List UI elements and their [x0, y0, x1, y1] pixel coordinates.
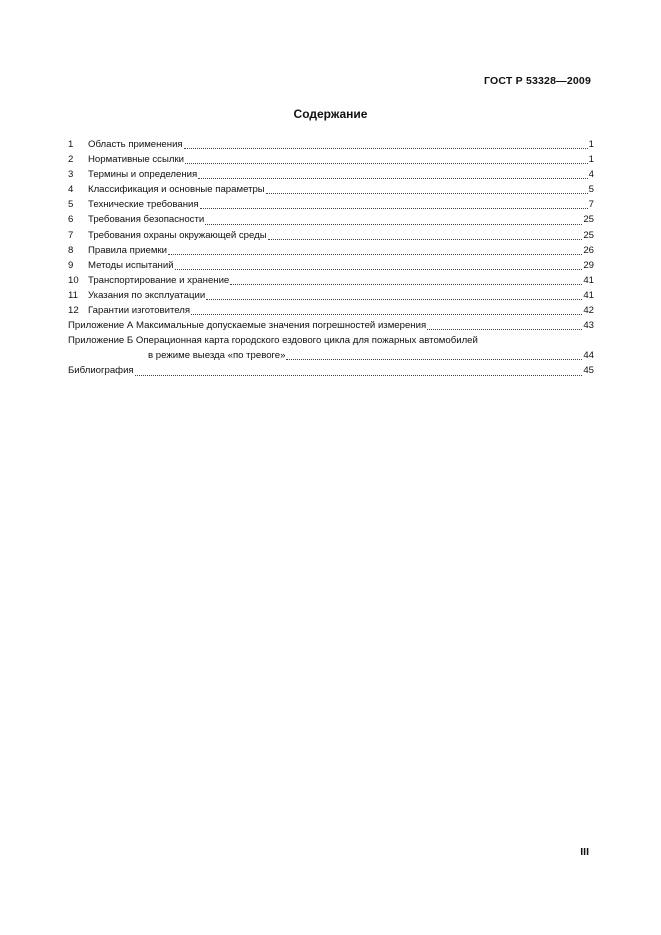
toc-entry-page: 43: [583, 320, 594, 332]
toc-leader-dots: [286, 359, 582, 360]
document-header-code: ГОСТ Р 53328—2009: [483, 75, 591, 87]
toc-entry-title: Приложение А Максимальные допускаемые значения погрешностей измерения: [68, 320, 427, 332]
toc-entry-2[interactable]: [68, 152, 594, 167]
toc-entry-page: 29: [583, 259, 594, 271]
toc-entry-bibliography[interactable]: [68, 363, 594, 378]
toc-entry-title-continued: в режиме выезда «по тревоге»: [148, 350, 286, 362]
toc-entry-page: 4: [588, 169, 594, 181]
toc-leader-dots: [191, 314, 582, 315]
toc-title: Содержание: [293, 107, 368, 121]
toc-leader-dots: [230, 284, 582, 285]
toc-leader-dots: [168, 254, 582, 255]
toc-entry-appendix-b[interactable]: [68, 333, 594, 363]
toc-leader-dots: [205, 224, 582, 225]
toc-entry-number: 10: [68, 274, 79, 286]
toc-leader-dots: [206, 299, 582, 300]
toc-entry-page: 7: [588, 199, 594, 211]
toc-entry-number: 2: [68, 154, 74, 166]
toc-entry-10[interactable]: [68, 273, 594, 288]
toc-leader-dots: [200, 208, 588, 209]
toc-entry-number: 6: [68, 214, 74, 226]
toc-entry-title: Требования охраны окружающей среды: [88, 229, 267, 241]
toc-entry-page: 26: [583, 244, 594, 256]
toc-entry-title: Технические требования: [88, 199, 199, 211]
toc-leader-dots: [198, 178, 587, 179]
page-number: III: [580, 846, 589, 858]
toc-entry-7[interactable]: [68, 228, 594, 243]
toc-leader-dots: [135, 375, 583, 376]
toc-entry-1[interactable]: [68, 137, 594, 152]
toc-entry-number: 3: [68, 169, 74, 181]
toc-entry-number: 11: [68, 289, 78, 301]
toc-entry-page: 41: [583, 289, 594, 301]
toc-leader-dots: [185, 163, 588, 164]
table-of-contents: [68, 137, 594, 379]
toc-entry-title: Библиография: [68, 365, 134, 377]
toc-entry-title: Гарантии изготовителя: [88, 305, 191, 317]
toc-leader-dots: [184, 148, 588, 149]
toc-entry-title: Правила приемки: [88, 244, 167, 256]
toc-leader-dots: [427, 329, 582, 330]
toc-entry-page: 25: [583, 214, 594, 226]
toc-entry-5[interactable]: [68, 197, 594, 212]
toc-entry-12[interactable]: [68, 303, 594, 318]
toc-entry-9[interactable]: [68, 258, 594, 273]
toc-entry-title: Транспортирование и хранение: [88, 274, 230, 286]
toc-entry-number: 12: [68, 305, 79, 317]
toc-entry-3[interactable]: [68, 167, 594, 182]
toc-entry-title: Требования безопасности: [88, 214, 205, 226]
toc-entry-page: 5: [588, 184, 594, 196]
toc-entry-8[interactable]: [68, 243, 594, 258]
toc-entry-page: 1: [588, 139, 594, 150]
toc-entry-number: 8: [68, 244, 74, 256]
toc-entry-page: 42: [583, 305, 594, 317]
toc-entry-title: Методы испытаний: [88, 259, 174, 271]
toc-entry-page: 41: [583, 274, 594, 286]
toc-entry-4[interactable]: [68, 182, 594, 197]
toc-entry-number: 5: [68, 199, 74, 211]
toc-entry-title: Область применения: [88, 139, 183, 150]
toc-entry-number: 1: [68, 139, 74, 150]
toc-entry-title: Нормативные ссылки: [88, 154, 185, 166]
toc-entry-page: 25: [583, 229, 594, 241]
toc-entry-11[interactable]: [68, 288, 594, 303]
toc-entry-number: 4: [68, 184, 74, 196]
toc-leader-dots: [268, 239, 583, 240]
toc-entry-appendix-a[interactable]: [68, 318, 594, 333]
toc-leader-dots: [266, 193, 588, 194]
toc-entry-number: 7: [68, 229, 74, 241]
toc-entry-6[interactable]: [68, 212, 594, 227]
toc-entry-number: 9: [68, 259, 74, 271]
toc-entry-title: Термины и определения: [88, 169, 198, 181]
toc-leader-dots: [175, 269, 583, 270]
toc-entry-page: 45: [583, 365, 594, 377]
toc-entry-page: 44: [583, 350, 594, 362]
toc-entry-title: Классификация и основные параметры: [88, 184, 265, 196]
toc-entry-title: Приложение Б Операционная карта городского ездового цикла для пожарных автомобилей: [68, 335, 478, 347]
toc-entry-title: Указания по эксплуатации: [88, 289, 206, 301]
toc-entry-page: 1: [588, 154, 594, 166]
